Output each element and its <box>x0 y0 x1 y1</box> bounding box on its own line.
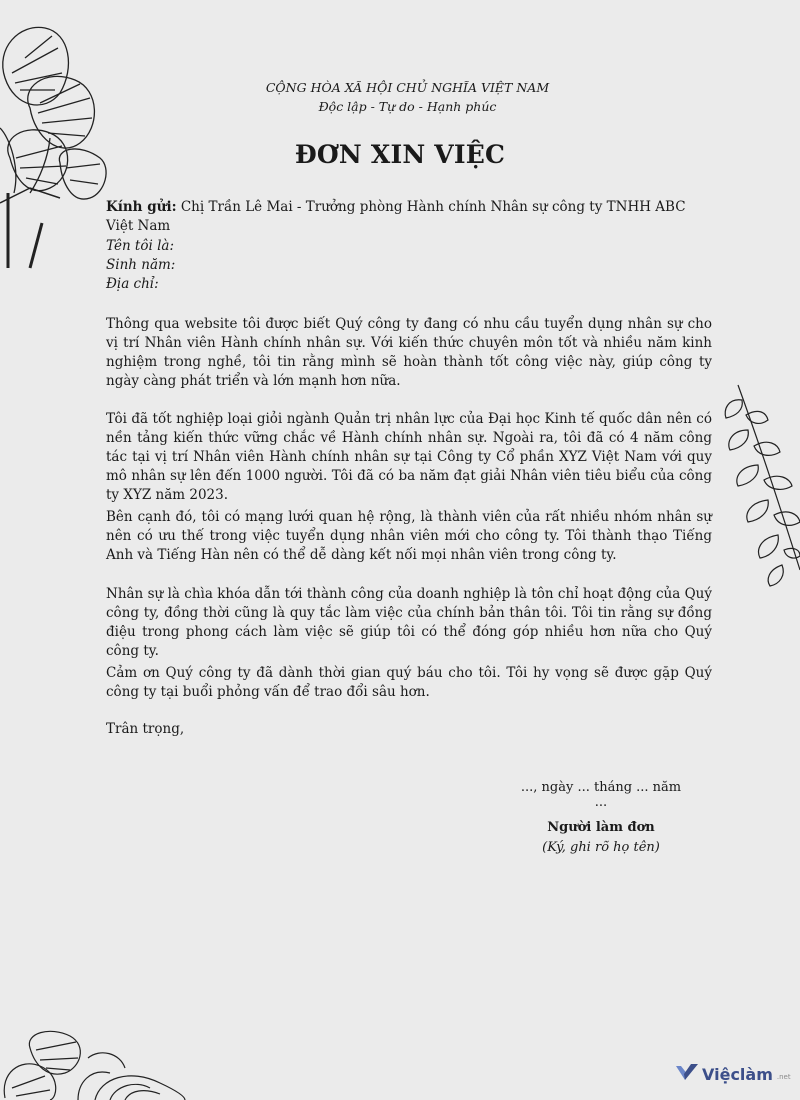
signature-date-line: ..., ngày ... tháng ... năm ... <box>520 780 682 810</box>
closing-line: Trân trọng, <box>106 721 185 737</box>
signer-title: Người làm đơn <box>547 820 655 835</box>
body-paragraph: Cảm ơn Quý công ty đã dành thời gian quý báu cho tôi. Tôi hy vọng sẽ được gặp Quý công ty tại buổi phỏng vấn để trao đổi sâu hơn. <box>106 665 712 700</box>
recipient-line <box>106 198 712 236</box>
national-motto: Độc lập - Tự do - Hạnh phúc <box>318 99 497 114</box>
document-header <box>0 78 800 116</box>
birth-year-field-label: Sinh năm: <box>106 257 176 273</box>
name-field-label: Tên tôi là: <box>106 238 175 254</box>
body-paragraph: Nhân sự là chìa khóa dẫn tới thành công của doanh nghiệp là tôn chỉ hoạt động của Quý công ty, đồng thời cũng là quy tắc làm việc của chính bản thân tôi. Tôi tin rằng sự đồng điệu trong phong cách làm việc sẽ giúp tôi có thể đóng góp nhiều hơn nữa cho Quý công ty. <box>106 586 712 659</box>
body-paragraph: Bên cạnh đó, tôi có mạng lưới quan hệ rộng, là thành viên của rất nhiều nhóm nhân sự nên có ưu thế trong việc tuyển dụng nhân viên mới cho công ty. Tôi thành thạo Tiếng Anh và Tiếng Hàn nên có thể dễ dàng kết nối mọi nhân viên trong công ty. <box>106 509 712 563</box>
brand-name: Việclàm <box>702 1064 773 1084</box>
recipient-label: Kính gửi: <box>106 199 177 215</box>
body-paragraph: Tôi đã tốt nghiệp loại giỏi ngành Quản trị nhân lực của Đại học Kinh tế quốc dân nên có nền tảng kiến thức vững chắc về Hành chính nhân sự. Ngoài ra, tôi đã có 4 năm công tác tại vị trí Nhân viên Hành chính nhân sự tại Công ty Cổ phần XYZ Việt Nam với quy mô nhân sự lên đến 1000 người. Tôi đã có ba năm đạt giải Nhân viên tiêu biểu của công ty XYZ năm 2023. <box>106 411 712 503</box>
brand-suffix: .net <box>776 1073 791 1081</box>
signature-block <box>520 818 682 858</box>
check-icon <box>676 1064 698 1084</box>
brand-logo <box>676 1064 791 1084</box>
recipient-value: Chị Trần Lê Mai - Trưởng phòng Hành chính Nhân sự công ty TNHH ABC Việt Nam <box>106 199 686 234</box>
plant-illustration-bottom-left <box>0 1028 190 1100</box>
address-field-label: Địa chỉ: <box>106 276 159 292</box>
applicant-fields <box>106 237 712 294</box>
national-title: CỘNG HÒA XÃ HỘI CHỦ NGHĨA VIỆT NAM <box>265 80 550 95</box>
fern-leaf-illustration-right <box>718 380 800 590</box>
signature-hint: (Ký, ghi rõ họ tên) <box>542 840 660 855</box>
body-paragraph: Thông qua website tôi được biết Quý công ty đang có nhu cầu tuyển dụng nhân sự cho vị trí Nhân viên Hành chính nhân sự. Với kiến thức chuyên môn tốt và nhiều năm kinh nghiệm trong nghề, tôi tin rằng mình sẽ hoàn thành tốt công việc này, giúp công ty ngày càng phát triển và lớn mạnh hơn nữa. <box>106 316 712 389</box>
document-title: ĐƠN XIN VIỆC <box>294 140 506 169</box>
